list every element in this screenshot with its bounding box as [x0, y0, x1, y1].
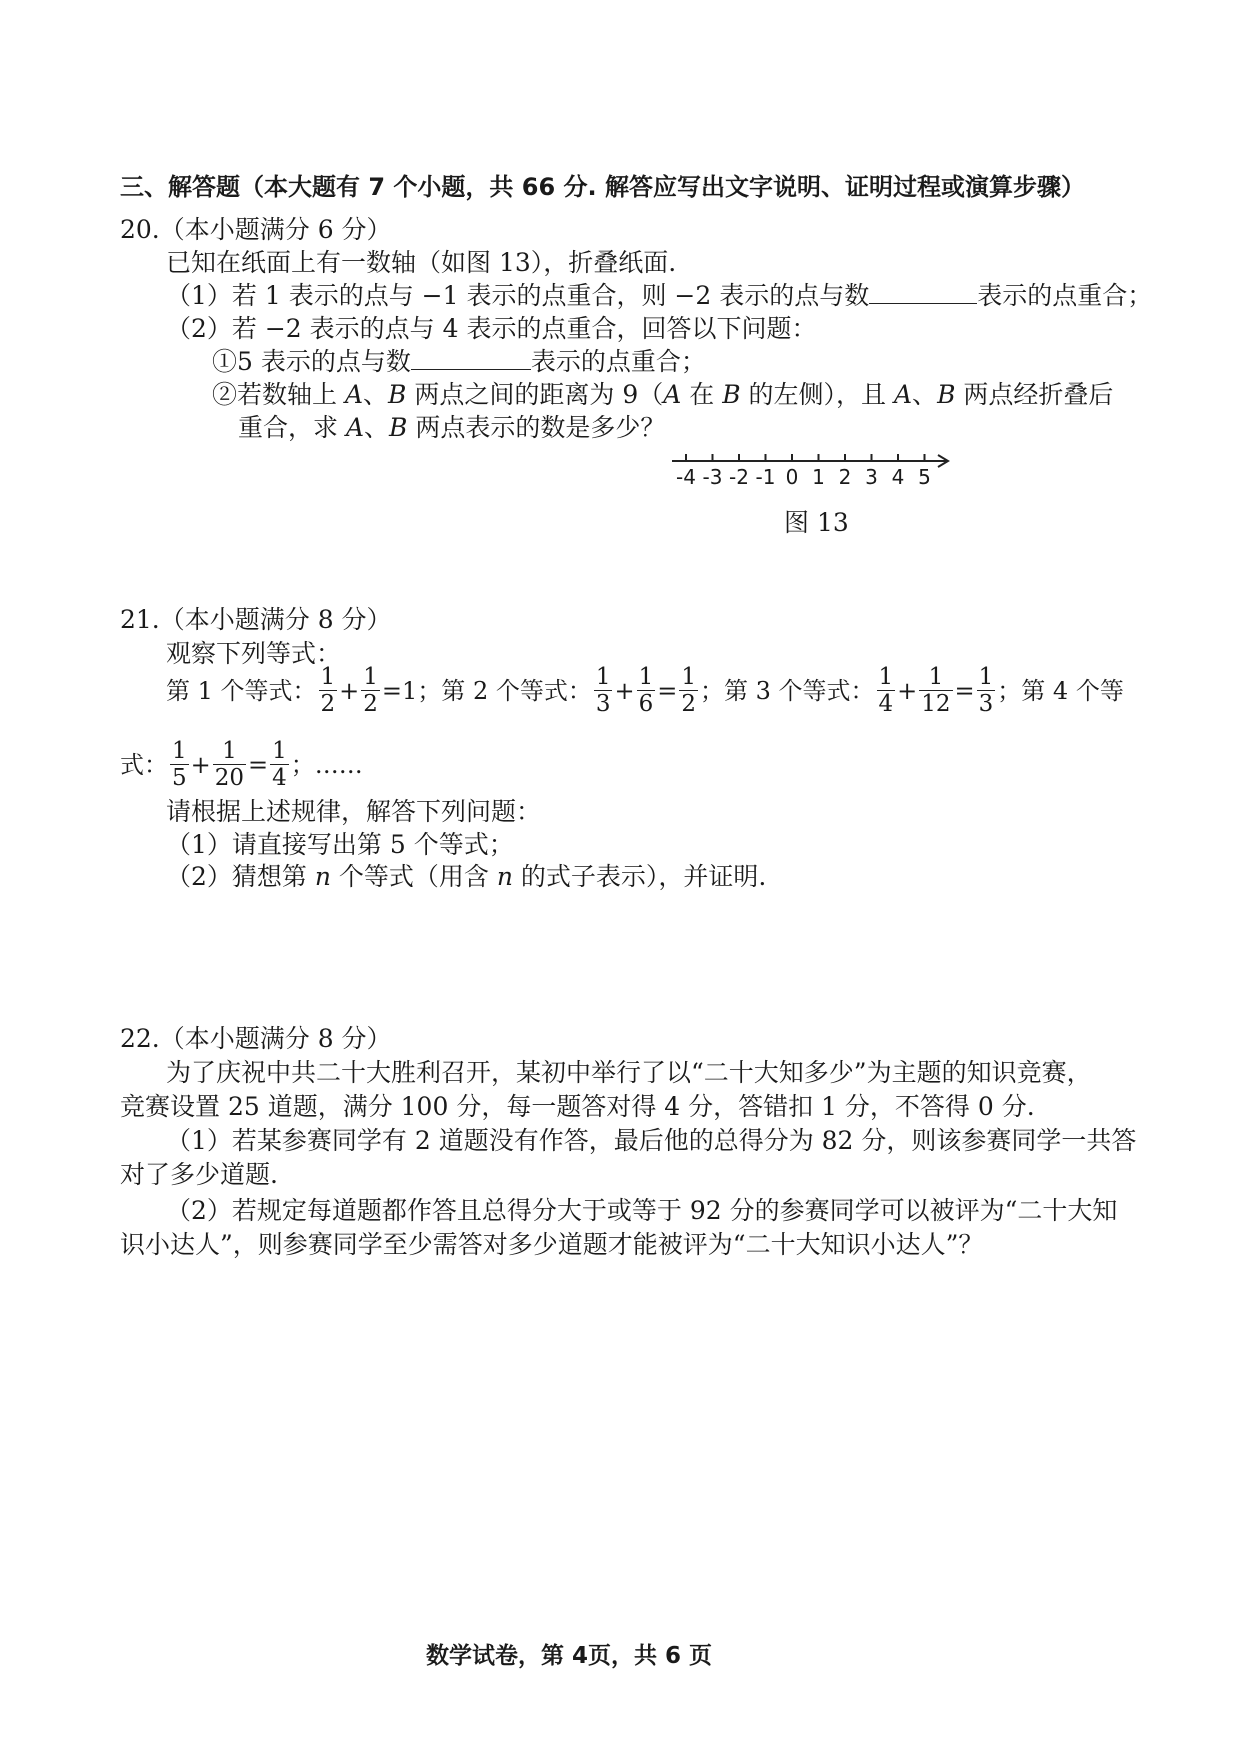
denominator: 2 — [320, 691, 336, 717]
plus-sign: + — [190, 750, 211, 779]
number-line-tick-label: 1 — [812, 465, 825, 489]
numerator: 1 — [928, 664, 944, 690]
q21-part2 — [166, 862, 766, 892]
number-line-tick-label: 4 — [891, 465, 905, 489]
q20-sub1-text-end: 表示的点重合； — [530, 347, 706, 376]
fraction — [877, 664, 896, 717]
q21-rule: 请根据上述规律，解答下列问题： — [166, 797, 542, 826]
plus-sign: + — [339, 676, 360, 705]
eq2-label: ；第 2 个等式： — [417, 676, 592, 705]
fraction — [594, 664, 613, 717]
fraction — [679, 664, 698, 717]
denominator: 6 — [638, 691, 654, 717]
q20-sub2-line2 — [238, 413, 665, 443]
denominator: 3 — [595, 691, 611, 717]
q22-line3: （1）若某参赛同学有 2 道题没有作答，最后他的总得分为 82 分，则该参赛同学一共答 — [166, 1126, 1137, 1155]
number-line-figure — [668, 448, 958, 493]
q22-line1: 为了庆祝中共二十大胜利召开，某初中举行了以“二十大知多少”为主题的知识竞赛， — [166, 1058, 1092, 1087]
numerator: 1 — [878, 664, 894, 690]
q20-header: 20.（本小题满分 6 分） — [120, 215, 392, 244]
page-footer: 数学试卷，第 4页，共 6 页 — [426, 1643, 713, 1669]
number-line-tick-label: -1 — [755, 465, 776, 489]
plus-sign: + — [897, 676, 918, 705]
eq4-label: ；第 4 个等 — [997, 676, 1124, 705]
eq4-label-cont: 式： — [120, 750, 168, 779]
q22-line5: （2）若规定每道题都作答且总得分大于或等于 92 分的参赛同学可以被评为“二十大知 — [166, 1196, 1118, 1225]
q20-sub2-text: 重合，求 — [238, 413, 346, 442]
q20-sub2-text: 两点经折叠后 — [955, 380, 1114, 409]
q20-part1-text-end: 表示的点重合； — [977, 281, 1153, 310]
fraction — [919, 664, 952, 717]
q21-part2-text: 的式子表示），并证明. — [512, 862, 767, 891]
var-A: A — [663, 380, 682, 409]
q20-sub2-text: 两点表示的数是多少？ — [407, 413, 666, 442]
q20-part1-blank[interactable] — [869, 281, 977, 304]
var-A: A — [345, 413, 365, 442]
equals-sign: = — [248, 750, 269, 779]
eq1-result: =1 — [381, 676, 418, 705]
q21-part1: （1）请直接写出第 5 个等式； — [166, 830, 514, 859]
section-title: 三、解答题（本大题有 7 个小题，共 66 分. 解答应写出文字说明、证明过程或演算步骤） — [120, 173, 1085, 201]
q20-intro: 已知在纸面上有一数轴（如图 13），折叠纸面. — [166, 248, 677, 277]
q20-sub2-text: 两点之间的距离为 9（ — [406, 380, 664, 409]
plus-sign: + — [614, 676, 635, 705]
number-line-tick-label: 2 — [838, 465, 852, 489]
number-line-tick-label: 5 — [918, 465, 931, 489]
fraction — [319, 664, 338, 717]
q21-equations-line1 — [166, 664, 1124, 717]
separator: 、 — [912, 380, 938, 409]
numerator: 1 — [681, 664, 696, 690]
ellipsis: ；…… — [290, 750, 363, 779]
var-B: B — [722, 380, 741, 409]
denominator: 5 — [172, 765, 187, 791]
fraction — [977, 664, 996, 717]
equals-sign: = — [657, 676, 678, 705]
denominator: 4 — [272, 765, 287, 791]
figure-caption: 图 13 — [784, 508, 849, 537]
q20-part1-text: （1）若 1 表示的点与 −1 表示的点重合，则 −2 表示的点与数 — [166, 281, 870, 310]
numerator: 1 — [363, 664, 378, 690]
number-line-tick-label: -4 — [676, 465, 696, 489]
var-n: n — [496, 862, 513, 891]
fraction — [637, 664, 656, 717]
q21-header: 21.（本小题满分 8 分） — [120, 605, 392, 634]
q20-sub2-text: ②若数轴上 — [212, 380, 338, 409]
q20-sub2-text: 在 — [681, 380, 723, 409]
fraction — [361, 664, 380, 717]
q20-sub1-text: ①5 表示的点与数 — [212, 347, 411, 376]
denominator: 3 — [978, 691, 994, 717]
var-n: n — [314, 862, 331, 891]
denominator: 2 — [681, 691, 696, 717]
fraction — [170, 738, 189, 791]
q20-part2: （2）若 −2 表示的点与 4 表示的点重合，回答以下问题： — [166, 314, 817, 343]
q21-intro: 观察下列等式： — [166, 639, 342, 668]
q20-sub2-line1 — [212, 380, 1113, 410]
fraction — [213, 738, 246, 791]
var-B: B — [388, 380, 407, 409]
q22-header: 22.（本小题满分 8 分） — [120, 1024, 392, 1053]
q20-sub1-blank[interactable] — [411, 347, 531, 370]
numerator: 1 — [638, 664, 654, 690]
separator: 、 — [363, 380, 389, 409]
number-line-ticks — [676, 454, 931, 489]
q22-line4: 对了多少道题. — [120, 1160, 278, 1189]
q20-part1 — [166, 281, 1152, 311]
eq3-label: ；第 3 个等式： — [699, 676, 875, 705]
var-B: B — [937, 380, 956, 409]
denominator: 2 — [363, 691, 378, 717]
q21-equations-line2 — [120, 738, 363, 791]
numerator: 1 — [172, 738, 187, 764]
eq1-label: 第 1 个等式： — [166, 676, 317, 705]
q21-part2-text: 个等式（用含 — [330, 862, 497, 891]
numerator: 1 — [222, 738, 237, 764]
number-line-tick-label: -3 — [702, 465, 723, 489]
var-B: B — [389, 413, 408, 442]
fraction — [270, 738, 289, 791]
separator: 、 — [364, 413, 390, 442]
var-A: A — [893, 380, 913, 409]
q21-part2-text: （2）猜想第 — [166, 862, 315, 891]
q22-line2: 竞赛设置 25 道题，满分 100 分，每一题答对得 4 分，答错扣 1 分，不答得 0 分. — [120, 1092, 1035, 1121]
numerator: 1 — [978, 664, 994, 690]
denominator: 4 — [878, 691, 894, 717]
number-line-tick-label: 0 — [785, 465, 799, 489]
q20-sub2-text: 的左侧），且 — [740, 380, 894, 409]
numerator: 1 — [320, 664, 336, 690]
q22-line6: 识小达人”，则参赛同学至少需答对多少道题才能被评为“二十大知识小达人”？ — [120, 1230, 984, 1259]
equals-sign: = — [954, 676, 975, 705]
var-A: A — [344, 380, 364, 409]
numerator: 1 — [595, 664, 611, 690]
q20-sub1 — [212, 347, 706, 377]
denominator: 12 — [921, 691, 951, 717]
denominator: 20 — [214, 765, 245, 791]
number-line-tick-label: -2 — [729, 465, 749, 489]
number-line-tick-label: 3 — [865, 465, 878, 489]
numerator: 1 — [272, 738, 287, 764]
